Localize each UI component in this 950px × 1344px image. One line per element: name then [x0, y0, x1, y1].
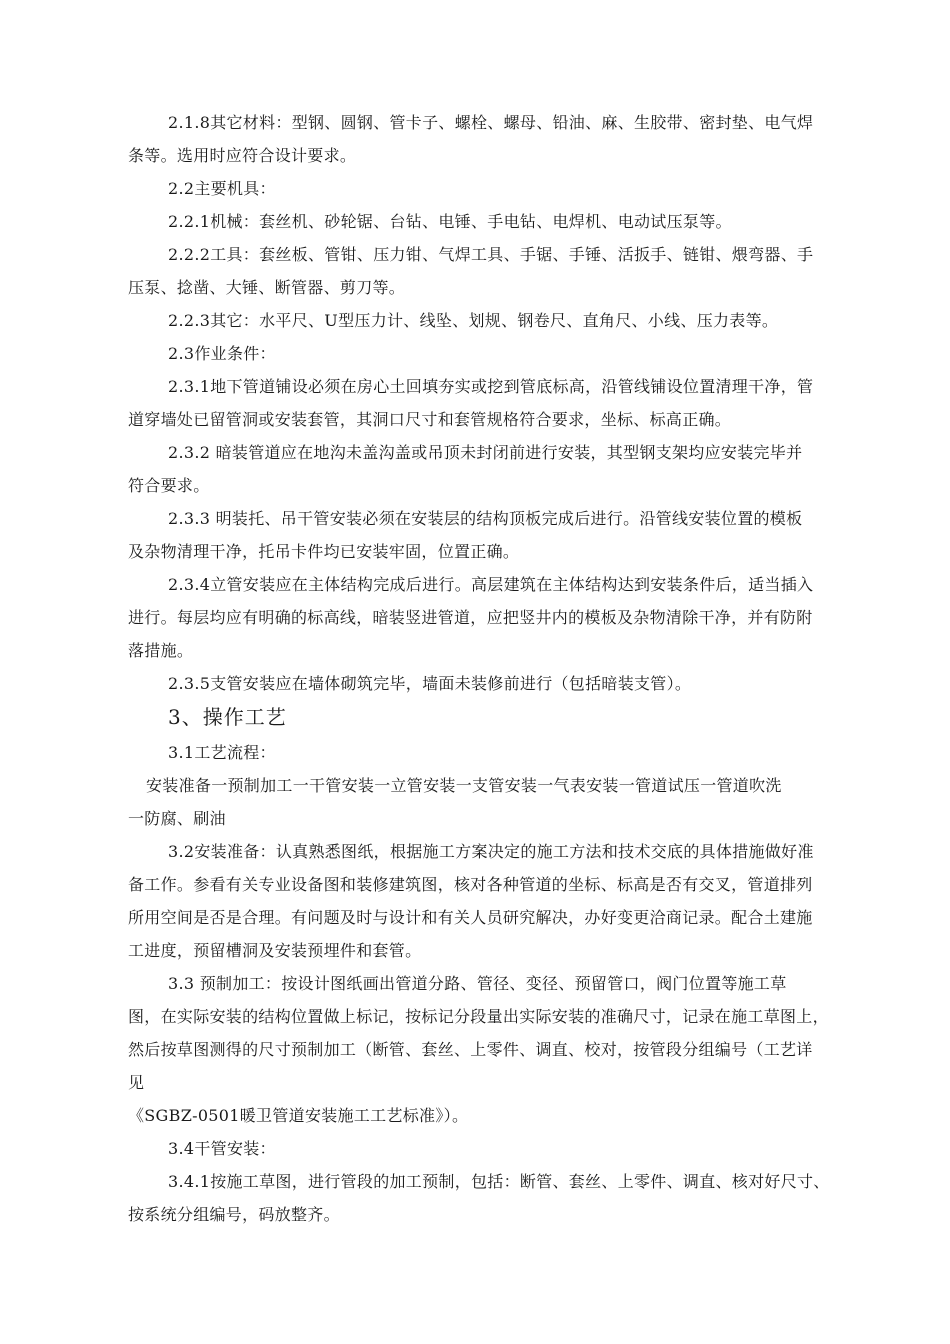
standard-reference: 《SGBZ-0501暖卫管道安装施工工艺标准》）。: [128, 1106, 469, 1125]
paragraph-2-2-2-line-2: 压泵、捻凿、大锤、断管器、剪刀等。: [128, 278, 406, 297]
paragraph-3-3-line-1: 3.3 预制加工：按设计图纸画出管道分路、管径、变径、预留管口，阀门位置等施工草: [168, 974, 787, 993]
process-flow-line-2: 一防腐、刷油: [128, 809, 226, 828]
section-2-3-heading: 2.3作业条件：: [168, 344, 276, 363]
paragraph-2-3-2-line-1: 2.3.2 暗装管道应在地沟未盖沟盖或吊顶未封闭前进行安装，其型钢支架均应安装完毕并: [168, 443, 803, 462]
paragraph-2-3-3-line-1: 2.3.3 明装托、吊干管安装必须在安装层的结构顶板完成后进行。沿管线安装位置的模板: [168, 509, 803, 528]
paragraph-2-2-3: 2.2.3其它：水平尺、U型压力计、线坠、划规、钢卷尺、直角尺、小线、压力表等。: [168, 311, 779, 330]
paragraph-2-1-8-line-1: 2.1.8其它材料：型钢、圆钢、管卡子、螺栓、螺母、铅油、麻、生胶带、密封垫、电气焊: [168, 113, 814, 132]
paragraph-3-2-line-2: 备工作。参看有关专业设备图和装修建筑图，核对各种管道的坐标、标高是否有交叉，管道排列: [128, 875, 813, 894]
paragraph-2-2-1: 2.2.1机械：套丝机、砂轮锯、台钻、电锤、手电钻、电焊机、电动试压泵等。: [168, 212, 732, 231]
paragraph-2-3-2-line-2: 符合要求。: [128, 476, 210, 495]
section-3-heading: 3、操作工艺: [168, 705, 287, 729]
process-flow-line-1: 安装准备一预制加工一干管安装一立管安装一支管安装一气表安装一管道试压一管道吹洗: [146, 776, 782, 795]
section-3-4-heading: 3.4干管安装：: [168, 1139, 276, 1158]
paragraph-2-3-1-line-1: 2.3.1地下管道铺设必须在房心土回填夯实或挖到管底标高，沿管线铺设位置清理干净，管: [168, 377, 814, 396]
paragraph-2-3-5: 2.3.5支管安装应在墙体砌筑完毕，墙面未装修前进行（包括暗装支管）。: [168, 674, 692, 693]
paragraph-2-3-4-line-1: 2.3.4立管安装应在主体结构完成后进行。高层建筑在主体结构达到安装条件后，适当插入: [168, 575, 814, 594]
paragraph-2-3-1-line-2: 道穿墙处已留管洞或安装套管，其洞口尺寸和套管规格符合要求，坐标、标高正确。: [128, 410, 732, 429]
paragraph-2-3-4-line-3: 落措施。: [128, 641, 194, 660]
section-2-2-heading: 2.2主要机具：: [168, 179, 276, 198]
paragraph-2-2-2-line-1: 2.2.2工具：套丝板、管钳、压力钳、气焊工具、手锯、手锤、活扳手、链钳、煨弯器、手: [168, 245, 814, 264]
paragraph-2-3-4-line-2: 进行。每层均应有明确的标高线，暗装竖进管道，应把竖井内的模板及杂物清除干净，并有防附: [128, 608, 813, 627]
paragraph-3-3-line-4: 见: [128, 1073, 145, 1092]
paragraph-3-2-line-4: 工进度，预留槽洞及安装预埋件和套管。: [128, 941, 422, 960]
paragraph-3-3-line-2: 图，在实际安装的结构位置做上标记，按标记分段量出实际安装的准确尺寸，记录在施工草图上，: [128, 1007, 829, 1026]
paragraph-3-2-line-3: 所用空间是否是合理。有问题及时与设计和有关人员研究解决，办好变更洽商记录。配合土建施: [128, 908, 813, 927]
paragraph-3-4-1-line-1: 3.4.1按施工草图，进行管段的加工预制，包括：断管、套丝、上零件、调直、核对好尺寸、: [168, 1172, 830, 1191]
paragraph-3-3-line-3: 然后按草图测得的尺寸预制加工（断管、套丝、上零件、调直、校对，按管段分组编号（工艺详: [128, 1040, 813, 1059]
paragraph-2-3-3-line-2: 及杂物清理干净，托吊卡件均已安装牢固，位置正确。: [128, 542, 520, 561]
paragraph-3-4-1-line-2: 按系统分组编号，码放整齐。: [128, 1205, 340, 1224]
paragraph-2-1-8-line-2: 条等。选用时应符合设计要求。: [128, 146, 357, 165]
section-3-1-heading: 3.1工艺流程：: [168, 743, 276, 762]
paragraph-3-2-line-1: 3.2安装准备：认真熟悉图纸，根据施工方案决定的施工方法和技术交底的具体措施做好准: [168, 842, 814, 861]
